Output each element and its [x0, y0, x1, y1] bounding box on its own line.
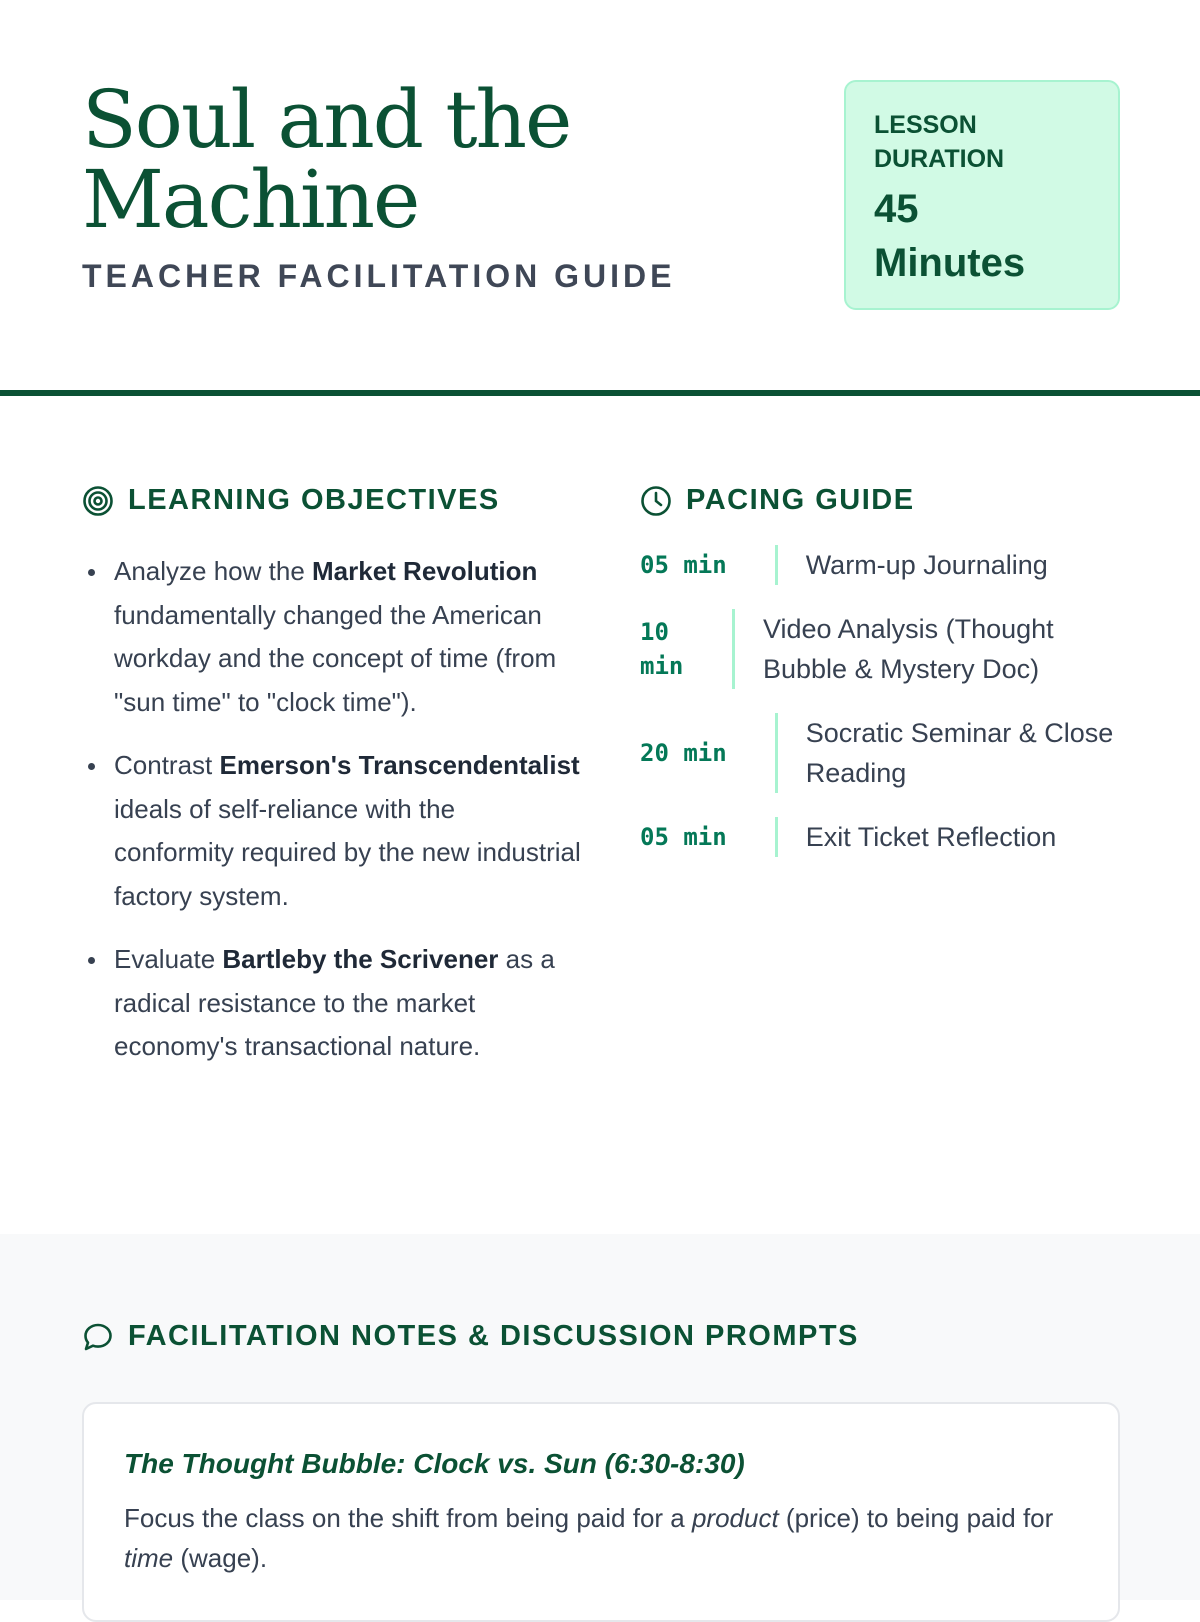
- header-divider: [0, 390, 1200, 396]
- discussion-card: [82, 1402, 1120, 1622]
- objective-keyword: Market Revolution: [312, 556, 538, 586]
- objective-text: fundamentally changed the American workday and the concept of time (from "sun time" to "clock time").: [114, 599, 557, 717]
- lesson-duration-label: LESSON DURATION: [874, 111, 1005, 173]
- body-emphasis: product: [691, 1503, 779, 1533]
- facilitation-title: FACILITATION NOTES & DISCUSSION PROMPTS: [128, 1320, 859, 1352]
- body-text: Focus the class on the shift from being paid for a: [124, 1503, 692, 1533]
- objective-text: Evaluate: [114, 944, 223, 974]
- discussion-card-title: The Thought Bubble: Clock vs. Sun (6:30-8:30): [124, 1448, 745, 1479]
- facilitation-heading: [82, 1320, 859, 1353]
- list-item: [82, 938, 582, 1069]
- objective-text: Analyze how the: [114, 556, 313, 586]
- pacing-activity: Socratic Seminar & Close Reading: [775, 713, 1120, 793]
- body-text: (wage).: [173, 1543, 268, 1573]
- objective-text: ideals of self-reliance with the conformity required by the new industrial factory system.: [114, 793, 581, 911]
- target-icon: [82, 485, 114, 517]
- page-subtitle: TEACHER FACILITATION GUIDE: [82, 258, 676, 294]
- objectives-list: [82, 550, 582, 1089]
- page-title: Soul and the Machine: [82, 73, 571, 246]
- learning-objectives-heading: [82, 484, 500, 517]
- objective-text: Contrast: [114, 750, 220, 780]
- body-text: (price) to being paid for: [778, 1503, 1054, 1533]
- learning-objectives-title: LEARNING OBJECTIVES: [128, 484, 500, 516]
- pacing-list: [640, 545, 1120, 881]
- objective-text: as a radical resistance to the market economy's transactional nature.: [114, 944, 555, 1061]
- pacing-time: 10 min: [640, 618, 684, 680]
- pacing-time: 05 min: [640, 551, 727, 579]
- pacing-row: [640, 609, 1120, 689]
- clock-icon: [640, 485, 672, 517]
- pacing-row: [640, 713, 1120, 793]
- pacing-time: 20 min: [640, 739, 727, 767]
- list-item: [82, 550, 582, 724]
- pacing-activity: Warm-up Journaling: [775, 545, 1048, 585]
- pacing-activity: Exit Ticket Reflection: [775, 817, 1057, 857]
- pacing-guide-heading: [640, 484, 915, 517]
- pacing-row: [640, 545, 1120, 585]
- list-item: [82, 744, 582, 918]
- lesson-duration-card: [844, 80, 1120, 310]
- header: [0, 0, 1200, 390]
- objective-keyword: Bartleby the Scrivener: [222, 944, 499, 974]
- pacing-activity: Video Analysis (Thought Bubble & Mystery Doc): [732, 609, 1120, 689]
- discussion-card-body: [124, 1498, 1078, 1578]
- objective-keyword: Emerson's Transcendentalist: [219, 750, 580, 780]
- lesson-duration-value: 45 Minutes: [874, 187, 1026, 285]
- pacing-time: 05 min: [640, 823, 727, 851]
- pacing-guide-title: PACING GUIDE: [686, 484, 915, 516]
- pacing-row: [640, 817, 1120, 857]
- chat-bubble-icon: [82, 1321, 114, 1353]
- body-emphasis: time: [124, 1543, 174, 1573]
